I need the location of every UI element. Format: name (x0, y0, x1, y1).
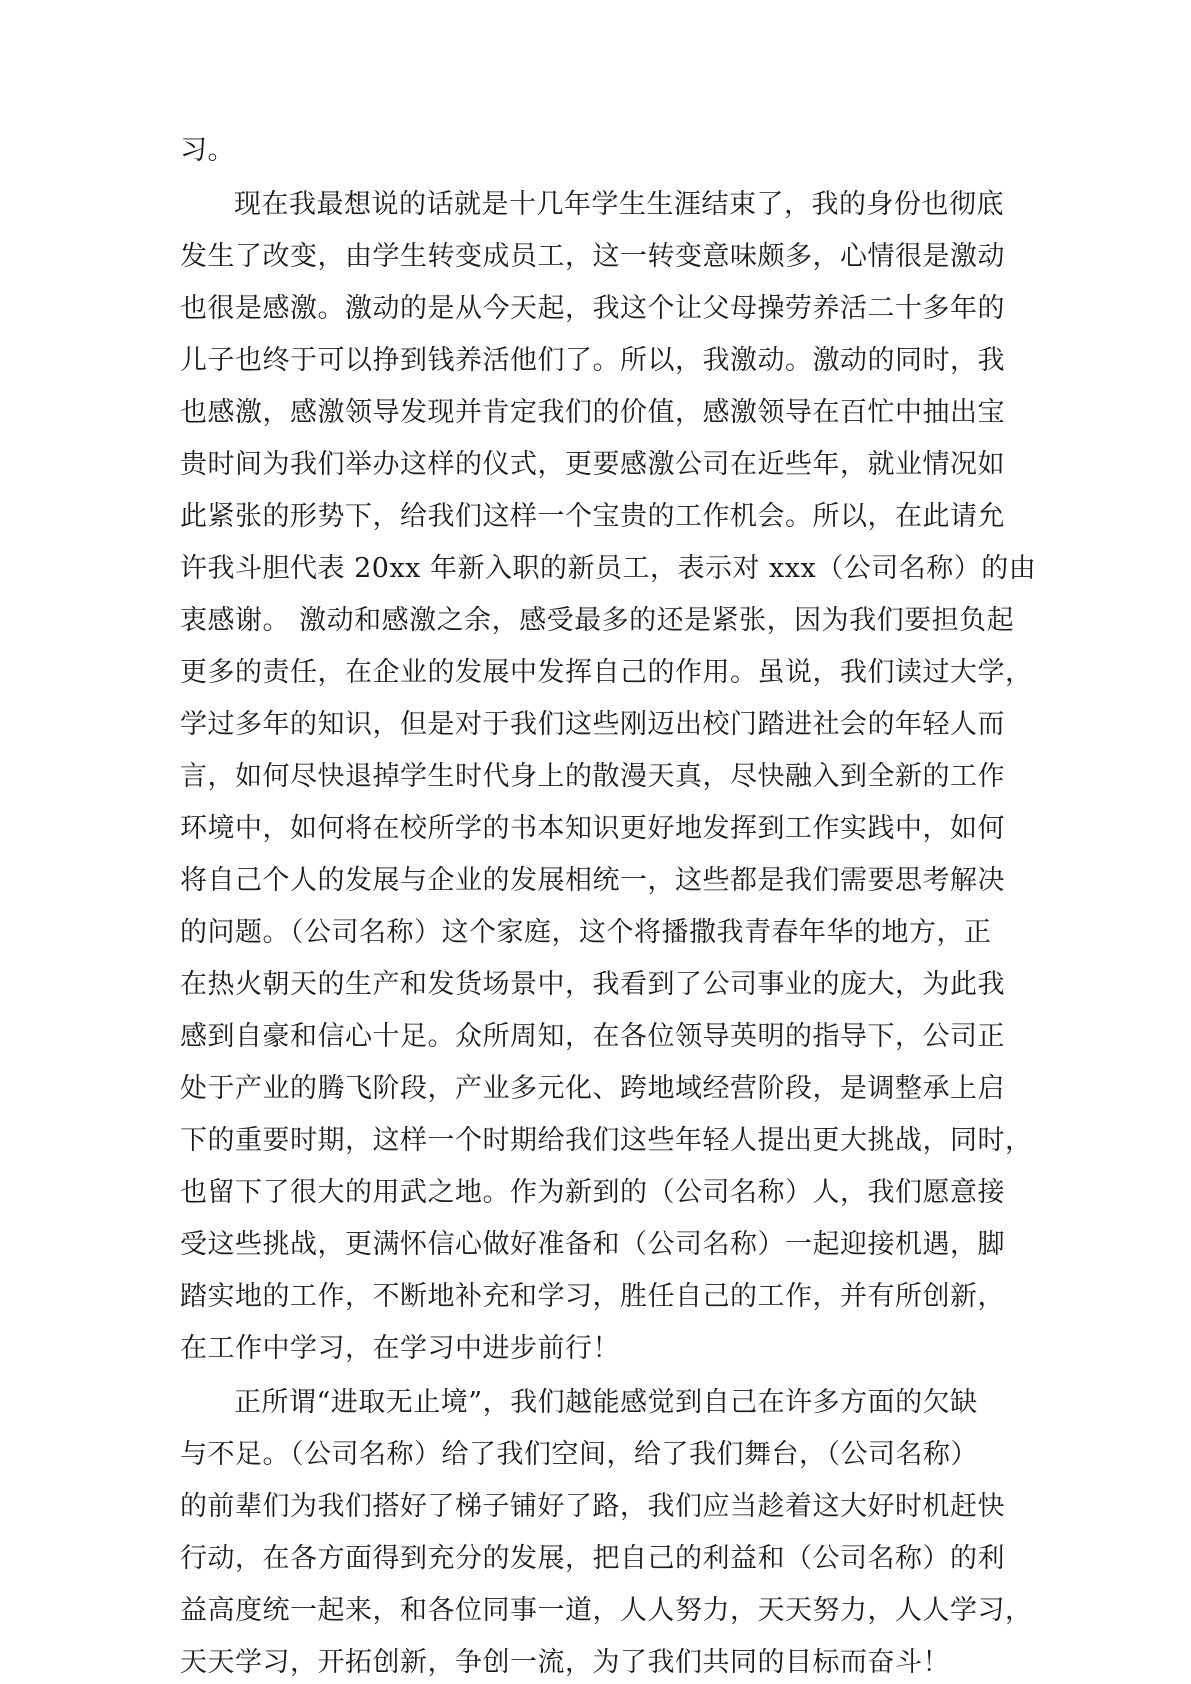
text-line: 环境中，如何将在校所学的书本知识更好地发挥到工作实践中，如何 (180, 813, 1005, 844)
text-line: 下的重要时期，这样一个时期给我们这些年轻人提出更大挑战，同时， (180, 1125, 1033, 1156)
text-line: 衷感谢。 激动和感激之余，感受最多的还是紧张，因为我们要担负起 (180, 605, 1015, 636)
text-line: 贵时间为我们举办这样的仪式，更要感激公司在近些年，就业情况如 (180, 449, 1005, 480)
text-line: 的问题。（公司名称）这个家庭，这个将播撒我青春年华的地方，正 (180, 917, 992, 948)
text-line: 感到自豪和信心十足。众所周知，在各位领导英明的指导下，公司正 (180, 1021, 1005, 1052)
text-line: 受这些挑战，更满怀信心做好准备和（公司名称）一起迎接机遇，脚 (180, 1229, 1005, 1260)
text-line: 习。 (180, 135, 235, 166)
text-line: 发生了改变，由学生转变成员工，这一转变意味颇多，心情很是激动 (180, 241, 1005, 272)
text-line: 行动，在各方面得到充分的发展，把自己的利益和（公司名称）的利 (180, 1543, 1005, 1574)
text-line: 更多的责任，在企业的发展中发挥自己的作用。虽说，我们读过大学， (180, 657, 1033, 688)
text-line: 正所谓“进取无止境”，我们越能感觉到自己在许多方面的欠缺 (234, 1387, 978, 1418)
text-line: 在工作中学习，在学习中进步前行！ (180, 1333, 620, 1364)
text-line: 也很是感激。激动的是从今天起，我这个让父母操劳养活二十多年的 (180, 293, 1005, 324)
text-line: 儿子也终于可以挣到钱养活他们了。所以，我激动。激动的同时，我 (180, 345, 1005, 376)
text-line: 也留下了很大的用武之地。作为新到的（公司名称）人，我们愿意接 (180, 1177, 1005, 1208)
text-line: 与不足。（公司名称）给了我们空间，给了我们舞台，（公司名称） (180, 1439, 978, 1470)
text-line: 许我斗胆代表 20xx 年新入职的新员工，表示对 xxx（公司名称）的由 (180, 553, 1037, 584)
text-line: 的前辈们为我们搭好了梯子铺好了路，我们应当趁着这大好时机赶快 (180, 1491, 1005, 1522)
text-line: 益高度统一起来，和各位同事一道，人人努力，天天努力，人人学习， (180, 1595, 1033, 1626)
text-line: 也感激，感激领导发现并肯定我们的价值，感激领导在百忙中抽出宝 (180, 397, 1005, 428)
text-line: 在热火朝天的生产和发货场景中，我看到了公司事业的庞大，为此我 (180, 969, 1005, 1000)
text-line: 言，如何尽快退掉学生时代身上的散漫天真，尽快融入到全新的工作 (180, 761, 1005, 792)
text-line: 学过多年的知识，但是对于我们这些刚迈出校门踏进社会的年轻人而 (180, 709, 1005, 740)
text-line: 现在我最想说的话就是十几年学生生涯结束了，我的身份也彻底 (234, 189, 1004, 220)
text-line: 此紧张的形势下，给我们这样一个宝贵的工作机会。所以，在此请允 (180, 501, 1005, 532)
text-line: 天天学习，开拓创新，争创一流，为了我们共同的目标而奋斗！ (180, 1647, 950, 1678)
text-line: 将自己个人的发展与企业的发展相统一，这些都是我们需要思考解决 (180, 865, 1005, 896)
text-line: 处于产业的腾飞阶段，产业多元化、跨地域经营阶段，是调整承上启 (180, 1073, 1005, 1104)
text-line: 踏实地的工作，不断地补充和学习，胜任自己的工作，并有所创新， (180, 1281, 1005, 1312)
